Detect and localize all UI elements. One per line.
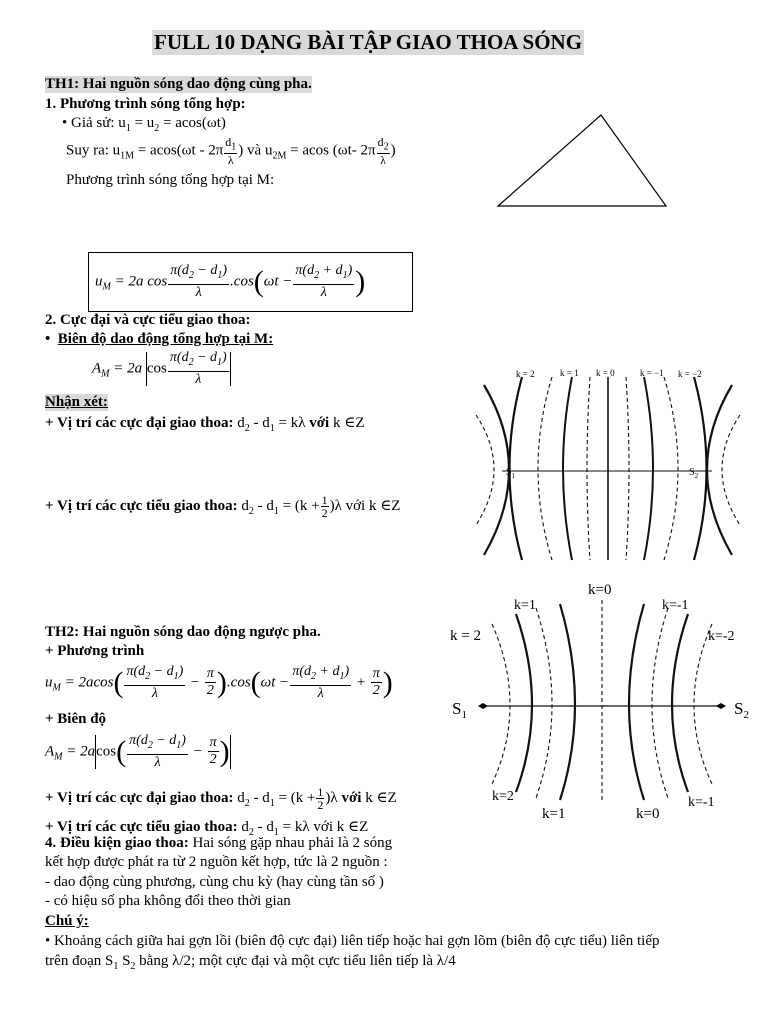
interference-diagram-inphase [472,365,744,565]
max-line-k1 [563,377,572,560]
min-line [587,377,590,560]
page-title: FULL 10 DẠNG BÀI TẬP GIAO THOA SÓNG [154,30,583,54]
max-line-left-inner [560,604,575,800]
max-line-km2 [694,377,707,560]
max-line-left-mid [516,614,532,792]
label-k1: k = 1 [560,368,579,378]
u2m-rest: = acos (ωt- 2π [286,142,376,159]
amp-formula-th1: $A_M = 2a$ cos $\frac{\pi(d_2 - d_1)}{\lambda}$ [92,350,231,388]
assume-rest: = u [130,115,155,131]
amp-heading: • Biên độ dao động tổng hợp tại M: [45,331,274,347]
section4-line1: 4. Điều kiện giao thoa: Hai sóng gặp nhau phải là 2 sóng [45,835,393,851]
label-km2: k = −2 [678,369,702,379]
close-paren: ) [390,142,396,159]
formula-box [88,252,413,312]
s2-marker [716,703,726,709]
label-top-km1: k=-1 [662,598,689,613]
outer-min-right [722,415,740,525]
min-line [538,377,552,560]
th1-max-line: + Vị trí các cực đại giao thoa: $d_2 - d_1 = k\lambda$ với k ∈Z [45,415,365,434]
label-s1: $S_1$ [452,699,467,721]
label-top-k0: k=0 [588,582,612,598]
th2-amp-heading: + Biên độ [45,711,107,727]
label-bot-k1: k=1 [542,806,566,822]
interference-diagram-antiphase [440,578,762,830]
fraction-d1-lambda: $\frac{d_1}{\lambda}$ [225,135,237,168]
assume-prefix: Giả sử: u [71,115,126,131]
th2-heading: TH2: Hai nguồn sóng dao động ngược pha. [45,624,321,640]
u1m-rest: = acos(ωt - 2π [134,142,224,159]
label-s2: $S_2$ [689,467,699,480]
th1-heading: TH1: Hai nguồn sóng dao động cùng pha. [45,76,312,92]
th2-amp-formula: $A_M = 2acos$( $\frac{\pi(d_2 - d_1)}{\lambda}$ − $\frac{\pi}{2}$ ) [45,733,230,770]
th1-section1-heading: 1. Phương trình sóng tổng hợp: [45,96,246,112]
label-km1: k = −1 [640,368,664,378]
min-line [652,608,668,798]
min-line [664,377,678,560]
label-bot-km1: k=-1 [688,795,715,810]
th2-uM-formula: $u_M = 2acos$( $\frac{\pi(d_2 - d_1)}{\lambda}$ − $\frac{\pi}{2}$ ).cos(ωt − $\frac{\pi(d_2 + d_1)}{\lambda}$ + $\frac{\pi}{2}$ ) [45,664,393,701]
label-bot-k0: k=0 [636,806,660,822]
label-s2: $S_2$ [734,699,749,721]
min-line-outer [492,624,510,784]
label-k2: k = 2 [450,628,481,644]
label-bot-k2: k=2 [492,789,514,804]
bullet: • [62,115,68,131]
note-heading: Chú ý: [45,913,89,929]
label-top-k1: k=1 [514,598,536,613]
max-line-km1 [644,377,653,560]
label-k0: k = 0 [596,368,615,378]
th2-max-line: + Vị trí các cực đại giao thoa: $d_2 - d_1 = (k$ + $\frac{1}{2}$ )λ với k ∈Z [45,785,397,812]
th2-eq-heading: + Phương trình [45,643,145,659]
note-line1: • Khoảng cách giữa hai gợn lồi (biên độ cực đại) liên tiếp hoặc hai gợn lõm (biên độ cực tiểu) liên tiếp [45,933,660,949]
overall-eq-label: Phương trình sóng tổng hợp tại M: [66,172,275,188]
label-km2: k=-2 [708,629,735,644]
uM-formula: $u_M = 2a$ cos $\frac{\pi(d_2 - d_1)}{\lambda}$ .cos(ωt − $\frac{\pi(d_2 + d_1)}{\lambda}$ ) [95,263,366,300]
assume-line: • Giả sử: $u_1 = u_2 = acos(\omega t)$ [62,115,226,134]
section4-line2: kết hợp được phát ra từ 2 nguồn kết hợp, tức là 2 nguồn : [45,854,388,870]
max-line-right-mid [672,614,688,792]
fraction-d2-lambda: $\frac{d_2}{\lambda}$ [377,135,389,168]
th1-section2-heading: 2. Cực đại và cực tiểu giao thoa: [45,312,251,328]
triangle-shape [498,115,666,206]
min-line-outer [694,624,712,784]
outer-min-left [476,415,494,525]
mid-text: ) và u [238,142,273,159]
note-line2: trên đoạn $S_1$ $S_2$ bằng λ/2; một cực đại và một cực tiểu liên tiếp là λ/4 [45,953,456,972]
th1-min-line: + Vị trí các cực tiểu giao thoa: $d_2 - d_1 = (k$ + $\frac{1}{2}$ )λ với k ∈Z [45,493,401,520]
triangle-figure [495,112,670,210]
assume-end: = acos(ωt) [159,115,226,131]
section4-item1: - dao động cùng phương, cùng chu kỳ (hay cùng tần số ) [45,874,384,890]
suy-ra-label: Suy ra: u [66,142,121,159]
label-s1: $S_1$ [506,467,516,480]
section4-item2: - có hiệu số pha không đổi theo thời gian [45,893,291,909]
th2-min-line: + Vị trí các cực tiểu giao thoa: $d_2 - d_1 = k\lambda$ với k ∈Z [45,819,369,838]
label-k2: k = 2 [516,369,535,379]
suy-ra-line: Suy ra: $u_{1M} = acos(\omega t - 2\pi$ $\frac{d_1}{\lambda}$ ) và $u_{2M} = acos$ (ωt- 2π $\frac{d_2}{\lambda}$ ) [66,135,396,168]
outer-curve-right [707,385,732,555]
s1-marker [478,703,488,709]
min-line [536,608,552,798]
max-line-right-inner [629,604,644,800]
min-line [626,377,629,560]
remark-heading: Nhận xét: [45,394,108,410]
